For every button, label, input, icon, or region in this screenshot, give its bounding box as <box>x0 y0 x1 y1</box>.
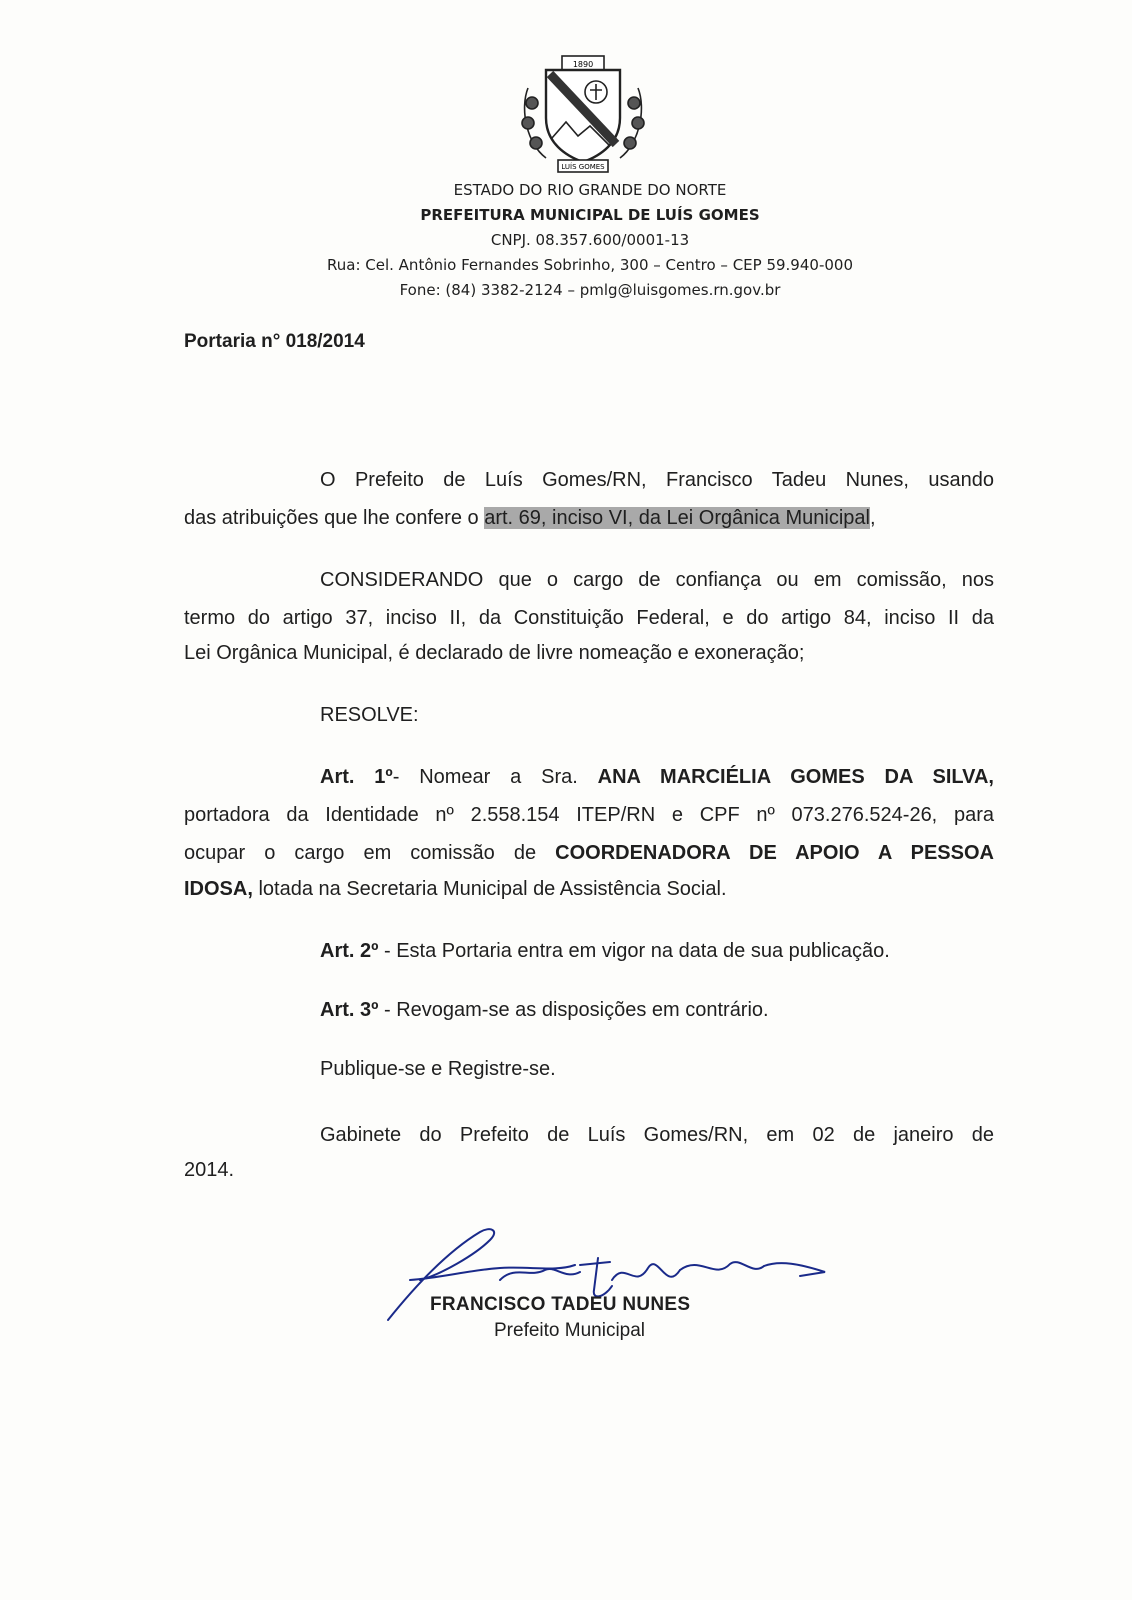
art1-line-1 <box>320 764 994 790</box>
art2-text: - Esta Portaria entra em vigor na data de sua publicação. <box>378 940 890 962</box>
highlighted-reference: art. 69, inciso VI, da Lei Orgânica Municipal <box>484 507 870 529</box>
art1-cargo-cont: IDOSA, <box>184 878 253 900</box>
header-prefeitura: PREFEITURA MUNICIPAL DE LUÍS GOMES <box>420 206 760 224</box>
art3-text: - Revogam-se as disposições em contrário. <box>378 999 769 1021</box>
art3-label: Art. 3º <box>320 999 379 1021</box>
intro-line-1: O Prefeito de Luís Gomes/RN, Francisco Tadeu Nunes, usando <box>320 469 994 491</box>
header-contact: Fone: (84) 3382-2124 – pmlg@luisgomes.rn.gov.br <box>399 281 781 299</box>
art1-text: - Nomear a Sra. <box>392 766 598 788</box>
art1-line4-text: lotada na Secretaria Municipal de Assistência Social. <box>252 878 727 900</box>
header-state: ESTADO DO RIO GRANDE DO NORTE <box>453 181 727 199</box>
art1-name: ANA MARCIÉLIA GOMES DA SILVA, <box>597 766 994 788</box>
intro-comma: , <box>869 507 876 529</box>
resolve-heading: RESOLVE: <box>320 704 419 726</box>
document-title: Portaria n° 018/2014 <box>184 331 365 352</box>
art1-line-3 <box>184 840 994 866</box>
header-address: Rua: Cel. Antônio Fernandes Sobrinho, 300 – Centro – CEP 59.940-000 <box>327 256 853 274</box>
art2-label: Art. 2º <box>320 940 379 962</box>
consid-line-1: CONSIDERANDO que o cargo de confiança ou em comissão, nos <box>320 569 994 591</box>
art1-cargo: COORDENADORA DE APOIO A PESSOA <box>555 842 994 864</box>
gabinete-line-2: 2014. <box>184 1159 235 1181</box>
crest-year: 1890 <box>572 60 594 69</box>
art1-line-4 <box>184 876 727 902</box>
gabinete-line-1: Gabinete do Prefeito de Luís Gomes/RN, em 02 de janeiro de <box>320 1124 994 1146</box>
art1-line-2: portadora da Identidade nº 2.558.154 ITEP/RN e CPF nº 073.276.524-26, para <box>184 804 994 826</box>
municipal-crest-logo <box>518 48 648 178</box>
consid-line-2: termo do artigo 37, inciso II, da Constituição Federal, e do artigo 84, inciso II da <box>184 607 994 629</box>
intro-text: das atribuições que lhe confere o <box>184 507 485 529</box>
signatory-name: FRANCISCO TADEU NUNES <box>430 1294 691 1315</box>
header-cnpj: CNPJ. 08.357.600/0001-13 <box>490 231 690 249</box>
intro-line-2 <box>184 505 876 531</box>
publique-line: Publique-se e Registre-se. <box>320 1058 556 1080</box>
crest-banner: LUÍS GOMES <box>561 163 605 171</box>
art1-line3-text: ocupar o cargo em comissão de <box>184 842 556 864</box>
signatory-role: Prefeito Municipal <box>494 1320 646 1341</box>
art1-label: Art. 1º <box>320 766 393 788</box>
consid-line-3: Lei Orgânica Municipal, é declarado de livre nomeação e exoneração; <box>184 642 805 664</box>
art3-line <box>320 997 769 1023</box>
art2-line <box>320 938 890 964</box>
